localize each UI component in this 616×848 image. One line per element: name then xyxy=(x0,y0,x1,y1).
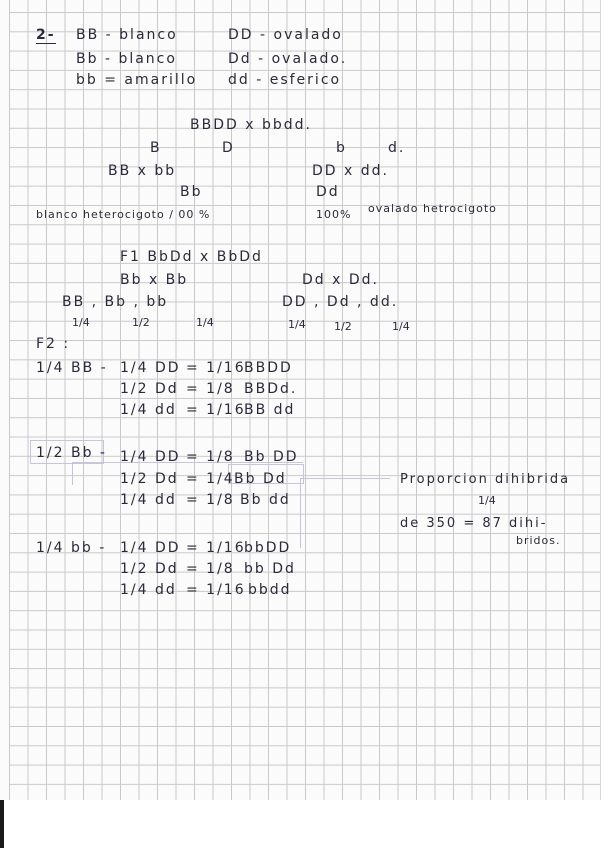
connector-top xyxy=(300,478,390,479)
f2-group-2-head: 1/2 Bb - xyxy=(36,445,107,461)
gamete-B: B xyxy=(150,140,162,156)
f1-shape-fraction-2: 1/2 xyxy=(334,320,352,333)
key-line-2-right: Dd - ovalado. xyxy=(228,51,348,67)
f1-cross: F1 BbDd x BbDd xyxy=(120,249,263,265)
f2-g1-r2-b: = 1/8 xyxy=(186,381,235,397)
f1-color-fraction-2: 1/2 xyxy=(132,316,150,329)
f2-g2-r3-a: 1/4 dd xyxy=(120,492,177,508)
f2-g1-r1-a: 1/4 DD xyxy=(120,360,181,376)
f2-g3-r2-c: bb Dd xyxy=(244,561,296,577)
f2-g3-r3-c: bbdd xyxy=(248,582,292,598)
key-line-1-left: BB - blanco xyxy=(76,27,178,43)
f2-g2-r1-b: = 1/8 xyxy=(186,449,235,465)
scan-margin xyxy=(0,800,616,848)
shape-result: Dd xyxy=(316,184,340,200)
f2-g1-r3-b: = 1/16 xyxy=(186,402,246,418)
f2-g3-r2-a: 1/2 Dd xyxy=(120,561,179,577)
problem-number: 2- xyxy=(36,27,56,43)
f2-g1-r2-a: 1/2 Dd xyxy=(120,381,179,397)
f2-g1-r3-c: BB dd xyxy=(244,402,296,418)
f1-color-genotypes: BB , Bb , bb xyxy=(62,294,169,310)
f2-g2-r2-a: 1/2 Dd xyxy=(120,471,179,487)
f2-g3-r3-b: = 1/16 xyxy=(186,582,246,598)
f1-shape-fraction-1: 1/4 xyxy=(288,318,306,331)
key-line-3-right: dd - esferico xyxy=(228,72,342,88)
f1-shape-fraction-3: 1/4 xyxy=(392,320,410,333)
note-fraction: 1/4 xyxy=(478,494,496,507)
key-line-2-left: Bb - blanco xyxy=(76,51,177,67)
f2-label: F2 : xyxy=(36,336,71,352)
gamete-d: d. xyxy=(388,140,406,156)
f2-g2-r2-b: = 1/4 xyxy=(186,471,235,487)
f2-group-3-head: 1/4 bb - xyxy=(36,540,107,556)
color-result-label: blanco heterocigoto / 00 % xyxy=(36,208,211,221)
f1-color-cross: Bb x Bb xyxy=(120,272,189,288)
shape-cross: DD x dd. xyxy=(312,163,389,179)
f2-g1-r1-c: BBDD xyxy=(244,360,293,376)
f1-shape-genotypes: DD , Dd , dd. xyxy=(282,294,399,310)
note-calculation: de 350 = 87 dihi- xyxy=(400,516,548,531)
f2-group-1-head: 1/4 BB - xyxy=(36,360,108,376)
shape-result-label: ovalado hetrocigoto xyxy=(368,202,497,215)
f2-g3-r3-a: 1/4 dd xyxy=(120,582,177,598)
f1-shape-cross: Dd x Dd. xyxy=(302,272,379,288)
parental-cross: BBDD x bbdd. xyxy=(190,117,312,133)
f2-g1-r1-b: = 1/16 xyxy=(186,360,246,376)
key-line-3-left: bb = amarillo xyxy=(76,72,198,88)
key-line-1-right: DD - ovalado xyxy=(228,27,343,43)
f2-g2-r1-c: Bb DD xyxy=(244,449,299,465)
f2-g2-r2-c: Bb Dd xyxy=(234,471,287,487)
f2-g3-r1-a: 1/4 DD xyxy=(120,540,181,556)
f2-g2-r3-c: Bb dd xyxy=(240,492,291,508)
f2-g1-r2-c: BBDd. xyxy=(244,381,298,397)
f2-g3-r2-b: = 1/8 xyxy=(186,561,235,577)
gamete-b: b xyxy=(336,140,347,156)
connector-line xyxy=(300,478,391,548)
color-cross: BB x bb xyxy=(108,163,177,179)
f2-g2-r1-a: 1/4 DD xyxy=(120,449,181,465)
shape-result-percent: 100% xyxy=(316,208,352,221)
f2-g1-r3-a: 1/4 dd xyxy=(120,402,177,418)
scan-edge xyxy=(0,800,4,848)
f2-g3-r1-c: bbDD xyxy=(244,540,292,556)
f2-g3-r1-b: = 1/16 xyxy=(186,540,246,556)
f1-color-fraction-3: 1/4 xyxy=(196,316,214,329)
note-title: Proporcion dihibrida xyxy=(400,472,571,487)
f1-color-fraction-1: 1/4 xyxy=(72,316,90,329)
gamete-D: D xyxy=(222,140,235,156)
note-tail: bridos. xyxy=(516,534,561,547)
f2-g2-r3-b: = 1/8 xyxy=(186,492,235,508)
color-result: Bb xyxy=(180,184,203,200)
